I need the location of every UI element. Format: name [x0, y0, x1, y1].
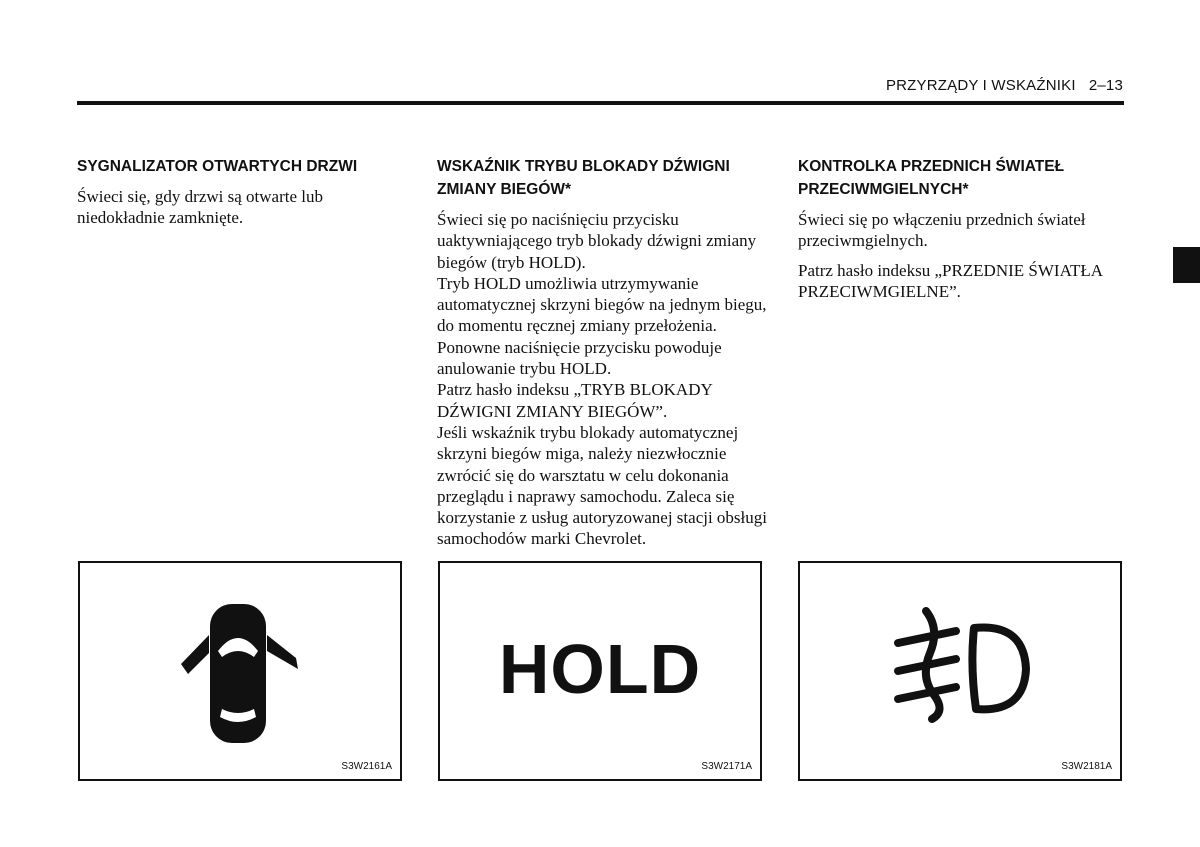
page-number: 2–13	[1088, 77, 1123, 94]
hold-label: HOLD	[498, 630, 702, 708]
column-body	[798, 209, 1133, 302]
paragraph: Ponowne naciśnięcie przycisku powoduje anulowanie trybu HOLD.	[437, 337, 722, 379]
paragraph: Jeśli wskaźnik trybu blokady automatycznej skrzyni biegów miga, należy niezwłocznie zwrócić się do warsztatu w celu dokonania przeglądu i naprawy samochodu. Zaleca się korzystanie z usług autoryzowanej stacji obsługi samochodów marki Chevrolet.	[437, 422, 767, 549]
section-title: PRZYRZĄDY I WSKAŹNIKI	[885, 77, 1076, 94]
figure-hold-indicator	[438, 561, 762, 781]
paragraph: Patrz hasło indeksu „TRYB BLOKADY DŹWIGNI ZMIANY BIEGÓW”.	[437, 380, 713, 421]
column-body	[77, 186, 412, 229]
figure-door-indicator	[78, 561, 402, 781]
column-heading: SYGNALIZATOR OTWARTYCH DRZWI	[77, 158, 358, 175]
column-heading: KONTROLKA PRZEDNICH ŚWIATEŁ PRZECIWMGIELNYCH*	[798, 158, 1065, 198]
column-hold-indicator	[437, 155, 772, 550]
paragraph: Świeci się po naciśnięciu przycisku uaktywniającego tryb blokady dźwigni zmiany biegów (tryb HOLD).	[437, 210, 757, 272]
header-text	[886, 77, 1123, 94]
column-fog-light-indicator	[798, 155, 1133, 310]
paragraph: Patrz hasło indeksu „PRZEDNIE ŚWIATŁA PRZECIWMGIELNE”.	[798, 260, 1103, 301]
paragraph: Świeci się, gdy drzwi są otwarte lub niedokładnie zamknięte.	[77, 187, 323, 228]
paragraph: Tryb HOLD umożliwia utrzymywanie automatycznej skrzyni biegów na jednym biegu, do momentu ręcznej zmiany przełożenia.	[437, 273, 767, 336]
header-rule	[77, 101, 1124, 105]
figure-code: S3W2171A	[701, 761, 752, 772]
section-tab-marker	[1173, 247, 1200, 283]
car-doors-open-icon	[78, 561, 402, 781]
figure-code: S3W2161A	[341, 761, 392, 772]
front-fog-light-icon	[798, 561, 1122, 781]
figure-code: S3W2181A	[1061, 761, 1112, 772]
figure-fog-light-indicator	[798, 561, 1122, 781]
paragraph: Świeci się po włączeniu przednich świateł przeciwmgielnych.	[798, 210, 1086, 251]
column-heading: WSKAŹNIK TRYBU BLOKADY DŹWIGNI ZMIANY BIEGÓW*	[437, 158, 730, 198]
column-body	[437, 209, 772, 550]
column-door-indicator	[77, 155, 412, 237]
